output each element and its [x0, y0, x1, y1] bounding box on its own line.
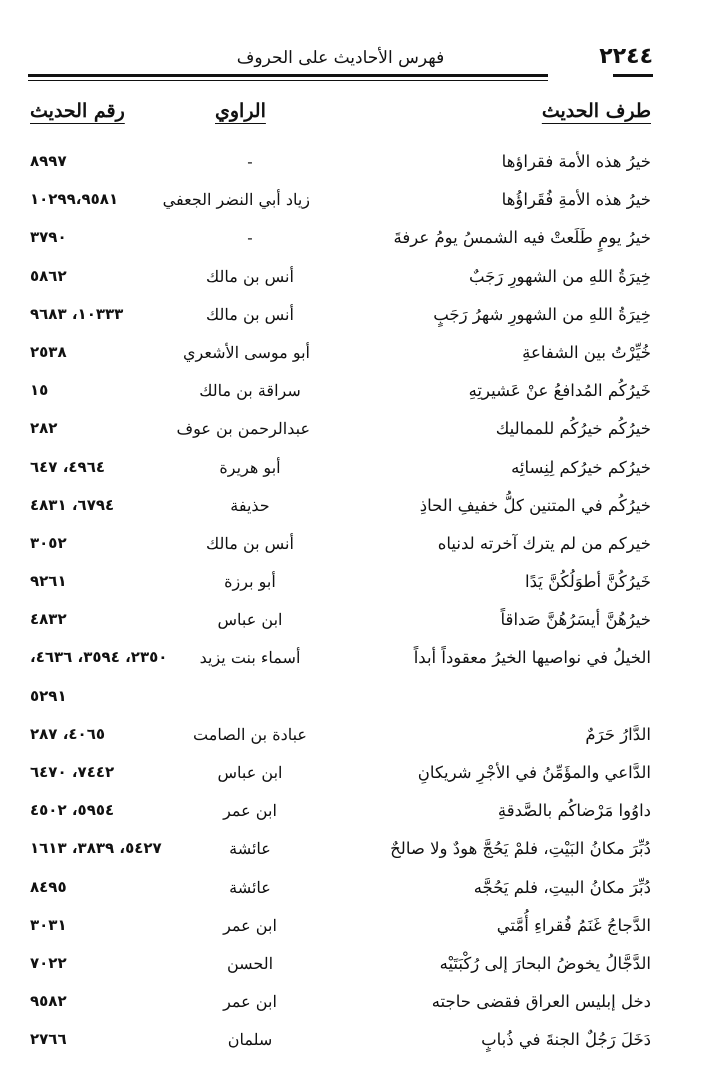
hadith-phrase: داوُوا مَرْضاكُم بالصَّدقةِ — [497, 801, 651, 821]
narrator-name: أنس بن مالك — [206, 533, 294, 553]
column-headers — [0, 100, 703, 140]
narrator-name: ابن عباس — [217, 610, 283, 630]
hadith-phrase: خيرُ يومٍ طَلَعتْ فيه الشمسُ يومُ عرفةَ — [393, 228, 651, 248]
hadith-phrase: خِيرَةُ اللهِ من الشهورِ رَجَبٌ — [468, 266, 651, 286]
hadith-number: ٥٩٥٤، ٤٥٠٢ — [30, 801, 115, 820]
table-row — [0, 184, 703, 222]
table-row — [0, 719, 703, 757]
column-header-phrase: طرف الحديث — [541, 100, 651, 122]
table-row — [0, 986, 703, 1024]
table-row — [0, 146, 703, 184]
narrator-name: سلمان — [227, 1030, 273, 1050]
column-header-narrator: الراوي — [215, 100, 266, 122]
table-row — [0, 528, 703, 566]
header-rule-thin — [28, 80, 548, 81]
table-row — [0, 795, 703, 833]
hadith-number: ٧٠٢٢ — [30, 953, 67, 972]
narrator-name: عائشة — [229, 877, 271, 897]
hadith-phrase: الدَّارُ حَرَمٌ — [585, 724, 651, 744]
hadith-phrase: خِيرَةُ اللهِ من الشهورِ شهرُ رَجَبٍ — [433, 304, 651, 324]
hadith-number: ٨٤٩٥ — [30, 877, 67, 896]
hadith-number: ٩٢٦١ — [30, 572, 67, 591]
table-row — [0, 642, 703, 680]
column-header-number: رقم الحديث — [30, 100, 125, 122]
narrator-name: - — [247, 228, 253, 248]
narrator-name: أنس بن مالك — [206, 304, 294, 324]
hadith-phrase: دُبِّرَ مكانُ البيتِ، فلم يَحُجَّه — [473, 877, 651, 897]
hadith-phrase: خيرُهُنَّ أيسَرُهُنَّ صَداقاً — [500, 610, 651, 630]
narrator-name: زياد أبي النضر الجعفي — [162, 190, 310, 210]
hadith-index-list — [0, 146, 703, 1063]
hadith-number: ٣٠٥٢ — [30, 533, 67, 552]
hadith-number: ٨٩٩٧ — [30, 152, 67, 170]
hadith-phrase: الدَّجَّالُ يخوضُ البحارَ إلى رُكْبَتَيْه — [439, 953, 651, 973]
hadith-number: ٤٩٦٤، ٦٤٧ — [30, 457, 106, 476]
hadith-phrase: الدَّاعي والمؤَمِّنُ في الأجْرِ شريكانِ — [417, 763, 651, 782]
hadith-phrase: خيرُكم خيرُكم لِنِسائِه — [511, 457, 651, 477]
hadith-phrase: دَخَلَ رَجُلٌ الجنةَ في ذُبابٍ — [481, 1030, 651, 1050]
table-row — [0, 222, 703, 260]
narrator-name: حذيفة — [230, 495, 270, 515]
hadith-number: ٤٨٣٢ — [30, 610, 67, 629]
hadith-number: ٢٨٢ — [30, 419, 58, 438]
table-row — [0, 1024, 703, 1062]
hadith-phrase: خيرُ هذه الأمةِ فُقَراؤُها — [501, 190, 651, 210]
header-rule — [28, 74, 548, 77]
hadith-number: ١٠٣٣٣، ٩٦٨٣ — [30, 304, 124, 323]
table-row — [0, 299, 703, 337]
narrator-name: ابن عباس — [217, 763, 283, 782]
hadith-phrase: خيرُكُم في المتنين كلُّ خفيفِ الحاذِ — [419, 495, 651, 515]
narrator-name: ابن عمر — [223, 915, 277, 935]
hadith-phrase: دُبِّرَ مكانُ البَيْتِ، فلمْ يَحُجَّ هودٌ ولا صالحٌ — [390, 839, 651, 859]
narrator-name: أنس بن مالك — [206, 266, 294, 286]
narrator-name: عائشة — [229, 839, 271, 859]
narrator-name: أبو برزة — [224, 572, 276, 592]
hadith-phrase: الخيلُ في نواصيها الخيرُ معقوداً أبداً — [413, 648, 651, 668]
header-rule-short — [613, 74, 653, 77]
narrator-name: ابن عمر — [223, 801, 277, 821]
hadith-number: ٥٤٢٧، ٣٨٣٩، ١٦١٣ — [30, 839, 162, 858]
hadith-number: ٥٢٩١ — [30, 686, 67, 705]
table-row — [0, 948, 703, 986]
hadith-phrase: خُيِّرْتُ بين الشفاعةِ — [522, 342, 651, 362]
narrator-name: الحسن — [226, 953, 274, 973]
narrator-name: سراقة بن مالك — [199, 381, 301, 401]
narrator-name: أبو هريرة — [219, 457, 281, 477]
narrator-name: - — [247, 152, 253, 171]
table-row — [0, 757, 703, 795]
table-row — [0, 681, 703, 719]
hadith-number: ٣٧٩٠ — [30, 228, 67, 247]
narrator-name: عبادة بن الصامت — [193, 724, 307, 744]
table-row — [0, 604, 703, 642]
hadith-number: ١٠٢٩٩،٩٥٨١ — [30, 190, 119, 209]
hadith-number: ٦٧٩٤، ٤٨٣١ — [30, 495, 115, 514]
hadith-phrase: خَيرُكُنَّ أطوَلُكُنَّ يَدًا — [525, 572, 651, 592]
table-row — [0, 833, 703, 871]
table-row — [0, 910, 703, 948]
table-row — [0, 566, 703, 604]
hadith-phrase: خيركم من لم يترك آخرته لدنياه — [437, 533, 651, 553]
hadith-number: ٢٧٦٦ — [30, 1030, 67, 1049]
hadith-number: ٤٠٦٥، ٢٨٧ — [30, 724, 106, 743]
page-number: ٢٢٤٤ — [599, 44, 653, 69]
hadith-phrase: الدَّجاجُ غَنَمُ فُقراءِ أُمَّتي — [496, 915, 651, 935]
table-row — [0, 452, 703, 490]
narrator-name: أبو موسى الأشعري — [183, 342, 310, 362]
hadith-number: ٧٤٤٢، ٦٤٧٠ — [30, 763, 115, 781]
hadith-number: ١٥ — [30, 381, 49, 400]
narrator-name: أسماء بنت يزيد — [199, 648, 301, 668]
hadith-phrase: خَيرُكُم المُدافعُ عنْ عَشيرتِهِ — [468, 381, 651, 401]
table-row — [0, 337, 703, 375]
running-title: فهرس الأحاديث على الحروف — [236, 48, 445, 68]
table-row — [0, 413, 703, 451]
hadith-number: ٩٥٨٢ — [30, 992, 67, 1011]
hadith-number: ٢٣٥٠، ٣٥٩٤، ٤٦٣٦، — [30, 648, 168, 667]
hadith-number: ٢٥٣٨ — [30, 342, 67, 361]
table-row — [0, 490, 703, 528]
hadith-phrase: خيرُكُم خيرُكُم للمماليك — [495, 419, 651, 439]
hadith-number: ٥٨٦٢ — [30, 266, 67, 285]
narrator-name: ابن عمر — [223, 992, 277, 1012]
hadith-number: ٣٠٣١ — [30, 915, 67, 934]
narrator-name: عبدالرحمن بن عوف — [176, 419, 310, 439]
table-row — [0, 261, 703, 299]
table-row — [0, 375, 703, 413]
table-row — [0, 872, 703, 910]
hadith-phrase: دخل إبليس العراق فقضى حاجته — [431, 992, 651, 1012]
hadith-phrase: خيرُ هذه الأمة فقراؤها — [501, 152, 651, 171]
